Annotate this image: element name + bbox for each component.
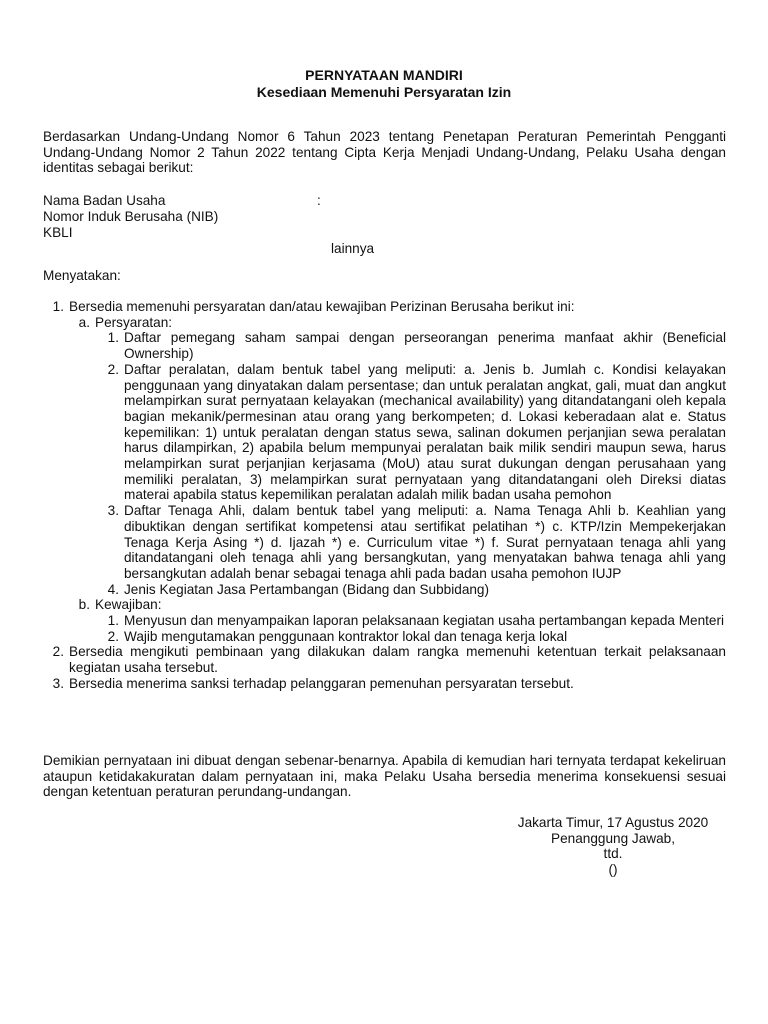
list-text: Persyaratan: <box>95 314 173 330</box>
list-number: 2. <box>107 361 119 377</box>
intro-paragraph: Berdasarkan Undang-Undang Nomor 6 Tahun 2023 tentang Penetapan Peraturan Pemerintah Pengganti Undang-Undang Nomor 2 Tahun 2022 tentang Cipta Kerja Menjadi Undang-Undang, Pelaku Usaha dengan identitas sebagai berikut: <box>43 129 726 176</box>
list-item <box>43 582 726 598</box>
list-item <box>43 644 726 675</box>
list-item <box>43 362 726 503</box>
signature-place-date: Jakarta Timur, 17 Agustus 2020 <box>517 815 709 830</box>
list-number: 1. <box>107 613 119 629</box>
list-text: Bersedia menerima sanksi terhadap pelanggaran pemenuhan persyaratan tersebut. <box>69 675 574 691</box>
signature-ttd: ttd. <box>603 846 623 862</box>
document-subtitle: Kesediaan Memenuhi Persyaratan Izin <box>256 84 512 100</box>
list-item <box>43 315 726 331</box>
kbli-label: KBLI <box>43 225 73 240</box>
nib-label: Nomor Induk Berusaha (NIB) <box>43 209 219 224</box>
list-number: 2. <box>107 628 119 644</box>
document-title: PERNYATAAN MANDIRI <box>305 67 463 83</box>
list-text: Daftar pemegang saham sampai dengan perseorangan penerima manfaat akhir (Beneficial Ownership) <box>124 330 726 362</box>
list-letter: b. <box>78 597 90 613</box>
statement-list <box>43 299 726 692</box>
menyatakan-heading: Menyatakan: <box>43 268 121 283</box>
list-item <box>43 676 726 692</box>
list-item <box>43 629 726 645</box>
list-text: Daftar Tenaga Ahli, dalam bentuk tabel yang meliputi: a. Nama Tenaga Ahli b. Keahlian yang dibuktikan dengan sertifikat kompetensi atau sertifikat pelatihan *) c. KTP/Izin Mempekerjakan Tenaga Kerja Asing *) d. Ijazah *) e. Curriculum vitae *) f. Surat pernyataan tenaga ahli yang ditandatangani oleh tenaga ahli yang bersangkutan, yang menyatakan bahwa tenaga ahli yang bersangkutan adalah benar sebagai tenaga ahli pada badan usaha pemohon IUJP <box>124 503 726 581</box>
nama-badan-usaha-colon: : <box>317 193 321 208</box>
list-number: 2. <box>52 644 64 660</box>
list-item <box>43 503 726 582</box>
list-text: Kewajiban: <box>95 597 162 613</box>
list-number: 3. <box>107 503 119 519</box>
list-number: 1. <box>107 330 119 346</box>
list-text: Jenis Kegiatan Jasa Pertambangan (Bidang dan Subbidang) <box>124 581 490 597</box>
signature-role: Penanggung Jawab, <box>551 830 675 846</box>
list-text: Menyusun dan menyampaikan laporan pelaksanaan kegiatan usaha pertambangan kepada Menteri <box>124 613 725 629</box>
list-number: 3. <box>52 675 64 691</box>
kbli-lainnya: lainnya <box>331 241 375 256</box>
nama-badan-usaha-label: Nama Badan Usaha <box>43 193 166 208</box>
list-text: Wajib mengutamakan penggunaan kontraktor lokal dan tenaga kerja lokal <box>124 628 568 644</box>
list-item <box>43 613 726 629</box>
list-number: 1. <box>52 299 64 314</box>
list-item <box>43 330 726 361</box>
list-text: Daftar peralatan, dalam bentuk tabel yang meliputi: a. Jenis b. Jumlah c. Kondisi kelayakan penggunaan yang dinyatakan dalam persentase; dan untuk peralatan angkat, gali, muat dan angkut melampirkan surat pernyataan kelayakan (mechanical availability) yang ditandatangani oleh kepala bagian mekanik/permesinan atau orang yang berkompeten; d. Lokasi keberadaan alat e. Status kepemilikan: 1) untuk peralatan dengan status sewa, salinan dokumen perjanjian sewa peralatan harus dilampirkan, 2) apabila belum mempunyai peralatan baik milik sendiri maupun sewa, harus melampirkan surat perjanjian kerjasama (MoU) atau surat dukungan dengan perusahaan yang memiliki peralatan, 3) melampirkan surat pernyataan yang ditandatangani oleh Direksi diatas materai apabila status kepemilikan peralatan adalah milik badan usaha pemohon <box>124 361 726 503</box>
list-item <box>43 299 726 315</box>
list-letter: a. <box>78 314 90 330</box>
list-text: Bersedia mengikuti pembinaan yang dilakukan dalam rangka memenuhi ketentuan terkait pelaksanaan kegiatan usaha tersebut. <box>69 644 726 676</box>
list-text: Bersedia memenuhi persyaratan dan/atau kewajiban Perizinan Berusaha berikut ini: <box>69 299 575 314</box>
closing-paragraph: Demikian pernyataan ini dibuat dengan sebenar-benarnya. Apabila di kemudian hari ternyata terdapat kekeliruan ataupun ketidakakuratan dalam pernyataan ini, maka Pelaku Usaha bersedia menerima konsekuensi sesuai dengan ketentuan peraturan perundang-undangan. <box>43 753 726 800</box>
signature-block <box>500 815 726 878</box>
signature-name: () <box>608 862 618 878</box>
list-number: 4. <box>107 581 119 597</box>
list-item <box>43 597 726 613</box>
